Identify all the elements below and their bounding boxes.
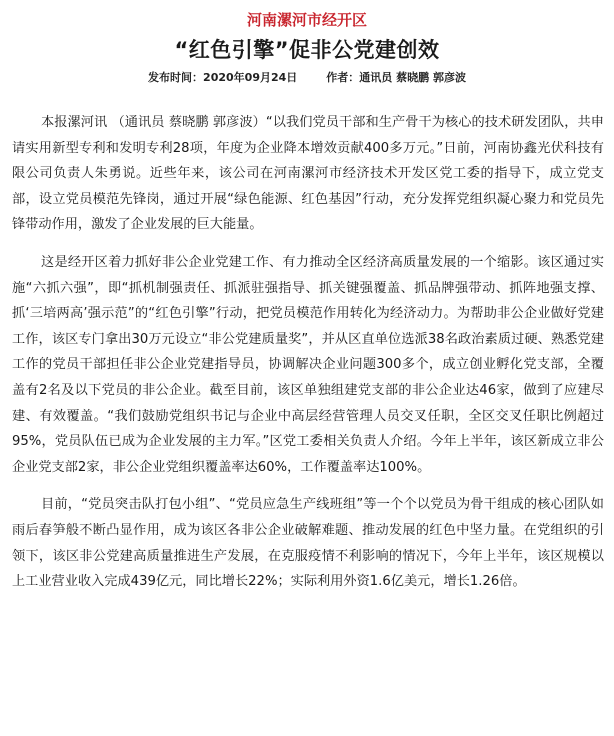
author-label: 作者：	[326, 71, 360, 84]
article-meta	[0, 70, 614, 86]
publish-date: 2020年09月24日	[203, 71, 298, 84]
article-paragraph: 目前，“党员突击队打包小组”、“党员应急生产线班组”等一个个以党员为骨干组成的核心团队如雨后春笋般不断凸显作用，成为该区各非公企业破解难题、推动发展的红色中坚力量。在党组织的引领下，该区非公党建高质量推进生产发展，在克服疫情不利影响的情况下，今年上半年，该区规模以上工业营业收入完成439亿元，同比增长22%；实际利用外资1.6亿美元，增长1.26倍。	[12, 497, 604, 590]
article-headline: “红色引擎”促非公党建创效	[174, 38, 440, 62]
author-name: 通讯员 蔡晓鹏 郭彦波	[359, 71, 466, 84]
article-paragraph: 本报漯河讯 （通讯员 蔡晓鹏 郭彦波）“以我们党员干部和生产骨干为核心的技术研发团队，共申请实用新型专利和发明专利28项，年度为企业降本增效贡献400多万元。”日前，河南协鑫光伏科技有限公司负责人朱勇说。近些年来，该公司在河南漯河市经济技术开发区党工委的指导下，成立党支部，设立党员模范先锋岗，通过开展“绿色能源、红色基因”行动，充分发挥党组织凝心聚力和党员先锋带动作用，激发了企业发展的巨大能量。	[12, 115, 604, 233]
site-title: 河南漯河市经开区	[246, 11, 367, 29]
publish-label: 发布时间：	[148, 71, 204, 84]
article-paragraph: 这是经开区着力抓好非公企业党建工作、有力推动全区经济高质量发展的一个缩影。该区通过实施“六抓六强”，即“抓机制强责任、抓派驻强指导、抓关键强覆盖、抓品牌强带动、抓阵地强支撑、抓‘三培两高’强示范”的“红色引擎”行动，把党员模范作用转化为经济动力。为帮助非公企业做好党建工作，该区专门拿出30万元设立“非公党建质量奖”，并从区直单位选派38名政治素质过硬、熟悉党建工作的党员干部担任非公企业党建指导员，协调解决企业问题300多个，成立创业孵化党支部，全覆盖有2名及以下党员的非公企业。截至目前，该区单独组建党支部的非公企业达46家，做到了应建尽建、有效覆盖。“我们鼓励党组织书记与企业中高层经营管理人员交叉任职，全区交叉任职比例超过95%，党员队伍已成为企业发展的主力军。”区党工委相关负责人介绍。今年上半年，该区新成立非公企业党支部2家，非公企业党组织覆盖率达60%，工作覆盖率达100%。	[12, 254, 604, 475]
article-body	[12, 110, 604, 607]
